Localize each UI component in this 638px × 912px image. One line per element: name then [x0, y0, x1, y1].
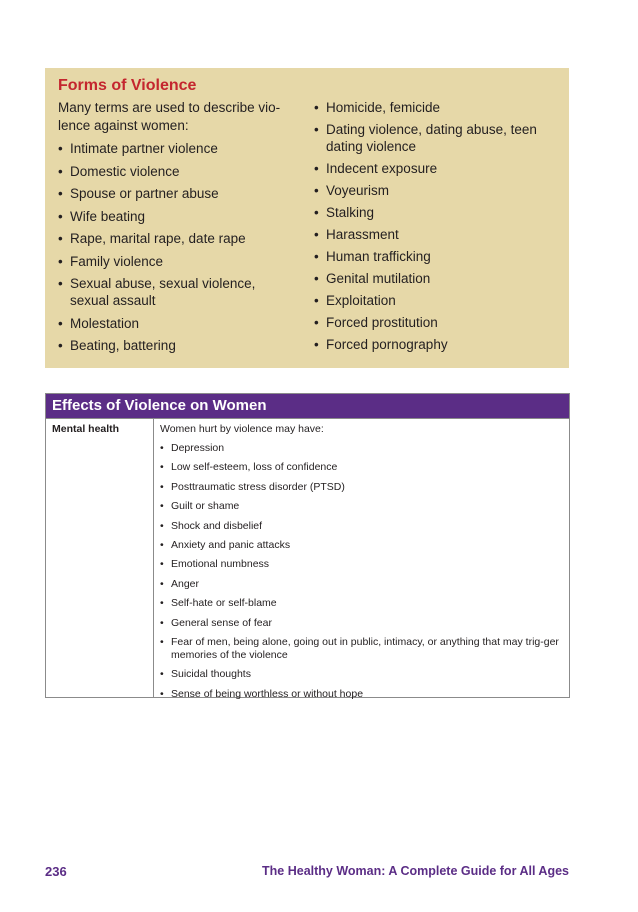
list-item-text: Harassment [326, 227, 399, 242]
list-item-text: Voyeurism [326, 183, 390, 198]
list-item-text: Dating violence, dating abuse, teen dating violence [326, 122, 537, 154]
bullet-icon: • [160, 687, 164, 700]
list-item-text: Human trafficking [326, 249, 431, 264]
list-item-text: Spouse or partner abuse [70, 186, 219, 201]
bullet-icon: • [58, 253, 63, 269]
list-item-text: Anger [171, 577, 200, 590]
forms-list-item [314, 270, 559, 287]
forms-list-item [314, 292, 559, 309]
bullet-icon: • [58, 208, 63, 224]
list-item-text: Sense of being worthless or without hope [171, 687, 364, 700]
list-item-text: Wife beating [70, 208, 146, 224]
list-item-text: Emotional numbness [171, 558, 270, 571]
list-item-text: Sexual abuse, sexual violence, sexual assault [70, 276, 256, 308]
effects-list-item [160, 500, 560, 513]
forms-right-list [314, 99, 559, 353]
bullet-icon: • [58, 315, 63, 331]
effects-list-item [160, 520, 560, 533]
effects-list-item [160, 688, 560, 701]
bullet-icon: • [160, 538, 164, 551]
list-item-text: Molestation [70, 315, 140, 331]
bullet-icon: • [160, 558, 164, 571]
list-item-text: Family violence [70, 253, 164, 269]
bullet-icon: • [160, 500, 164, 513]
bullet-icon: • [160, 461, 164, 474]
effects-intro: Women hurt by violence may have: [160, 423, 324, 435]
forms-list-item [58, 208, 293, 225]
effects-list-item [160, 578, 560, 591]
list-item-text: Domestic violence [70, 163, 180, 179]
effects-header: Effects of Violence on Women [46, 394, 569, 419]
bullet-icon: • [314, 183, 319, 198]
bullet-icon: • [160, 577, 164, 590]
bullet-icon: • [160, 635, 164, 648]
book-title: The Healthy Woman: A Complete Guide for All Ages [262, 864, 569, 878]
list-item-text: Stalking [326, 205, 375, 220]
effects-list-item [160, 481, 560, 494]
list-item-text: Indecent exposure [326, 161, 438, 176]
list-item-text: Self-hate or self-blame [171, 597, 277, 610]
effects-list-item [160, 636, 560, 662]
forms-list-item [314, 121, 559, 155]
category-content [160, 423, 560, 707]
forms-left-list [58, 140, 293, 354]
bullet-icon: • [314, 337, 319, 352]
bullet-icon: • [58, 231, 63, 246]
list-item-text: Posttraumatic stress disorder (PTSD) [171, 480, 345, 493]
list-item-text: Genital mutilation [326, 271, 431, 286]
forms-list-item [314, 204, 559, 221]
list-item-text: Shock and disbelief [171, 519, 263, 532]
list-item-text: Fear of men, being alone, going out in public, intimacy, or anything that may trig-ger memories of the violence [171, 635, 559, 661]
bullet-icon: • [314, 249, 319, 264]
forms-list-item [314, 160, 559, 177]
forms-list-item [314, 248, 559, 265]
column-divider [153, 419, 154, 698]
list-item-text: Anxiety and panic attacks [171, 538, 291, 551]
forms-intro: Many terms are used to describe vio-lence against women: [58, 100, 281, 133]
list-item-text: Forced prostitution [326, 315, 438, 330]
list-item-text: Guilt or shame [171, 500, 240, 513]
effects-list [160, 442, 560, 701]
forms-list-item [58, 253, 293, 270]
bullet-icon: • [314, 315, 319, 330]
bullet-icon: • [160, 442, 164, 454]
bullet-icon: • [160, 616, 164, 629]
effects-list-item [160, 442, 560, 455]
bullet-icon: • [160, 519, 164, 532]
effects-list-item [160, 617, 560, 630]
list-item-text: Exploitation [326, 293, 396, 308]
effects-list-item [160, 461, 560, 474]
forms-list-item [314, 226, 559, 243]
list-item-text: Rape, marital rape, date rape [70, 231, 246, 246]
page-number: 236 [45, 864, 67, 879]
list-item-text: Suicidal thoughts [171, 668, 251, 681]
bullet-icon: • [58, 141, 63, 156]
effects-list-item [160, 668, 560, 681]
effects-list-item [160, 597, 560, 610]
bullet-icon: • [314, 205, 319, 220]
bullet-icon: • [58, 276, 63, 291]
bullet-icon: • [314, 100, 319, 115]
bullet-icon: • [58, 338, 63, 353]
bullet-icon: • [314, 293, 319, 308]
list-item-text: General sense of fear [171, 616, 272, 629]
category-label: Mental health [52, 423, 120, 435]
list-item-text: Forced pornography [326, 337, 448, 352]
bullet-icon: • [314, 122, 319, 137]
bullet-icon: • [160, 480, 164, 493]
forms-list-item [58, 140, 293, 157]
forms-list-item [314, 314, 559, 331]
bullet-icon: • [314, 227, 319, 242]
bullet-icon: • [160, 597, 164, 610]
forms-left-column [58, 99, 293, 360]
forms-of-violence-box [45, 68, 569, 368]
forms-title: Forms of Violence [58, 77, 197, 94]
bullet-icon: • [58, 163, 63, 179]
effects-list-item [160, 539, 560, 552]
forms-list-item [58, 185, 293, 202]
forms-list-item [58, 230, 293, 247]
forms-list-item [314, 336, 559, 353]
list-item-text: Depression [171, 442, 225, 454]
forms-list-item [58, 337, 293, 354]
bullet-icon: • [314, 271, 319, 286]
forms-list-item [314, 99, 559, 116]
forms-right-column [314, 99, 559, 358]
list-item-text: Intimate partner violence [70, 141, 218, 156]
bullet-icon: • [58, 186, 63, 201]
effects-list-item [160, 558, 560, 571]
bullet-icon: • [160, 668, 164, 681]
forms-list-item [314, 182, 559, 199]
forms-list-item [58, 315, 293, 332]
list-item-text: Low self-esteem, loss of confidence [171, 461, 338, 474]
forms-list-item [58, 275, 293, 309]
effects-table [45, 393, 570, 698]
bullet-icon: • [314, 161, 319, 176]
list-item-text: Beating, battering [70, 338, 176, 353]
forms-list-item [58, 163, 293, 180]
list-item-text: Homicide, femicide [326, 100, 441, 115]
